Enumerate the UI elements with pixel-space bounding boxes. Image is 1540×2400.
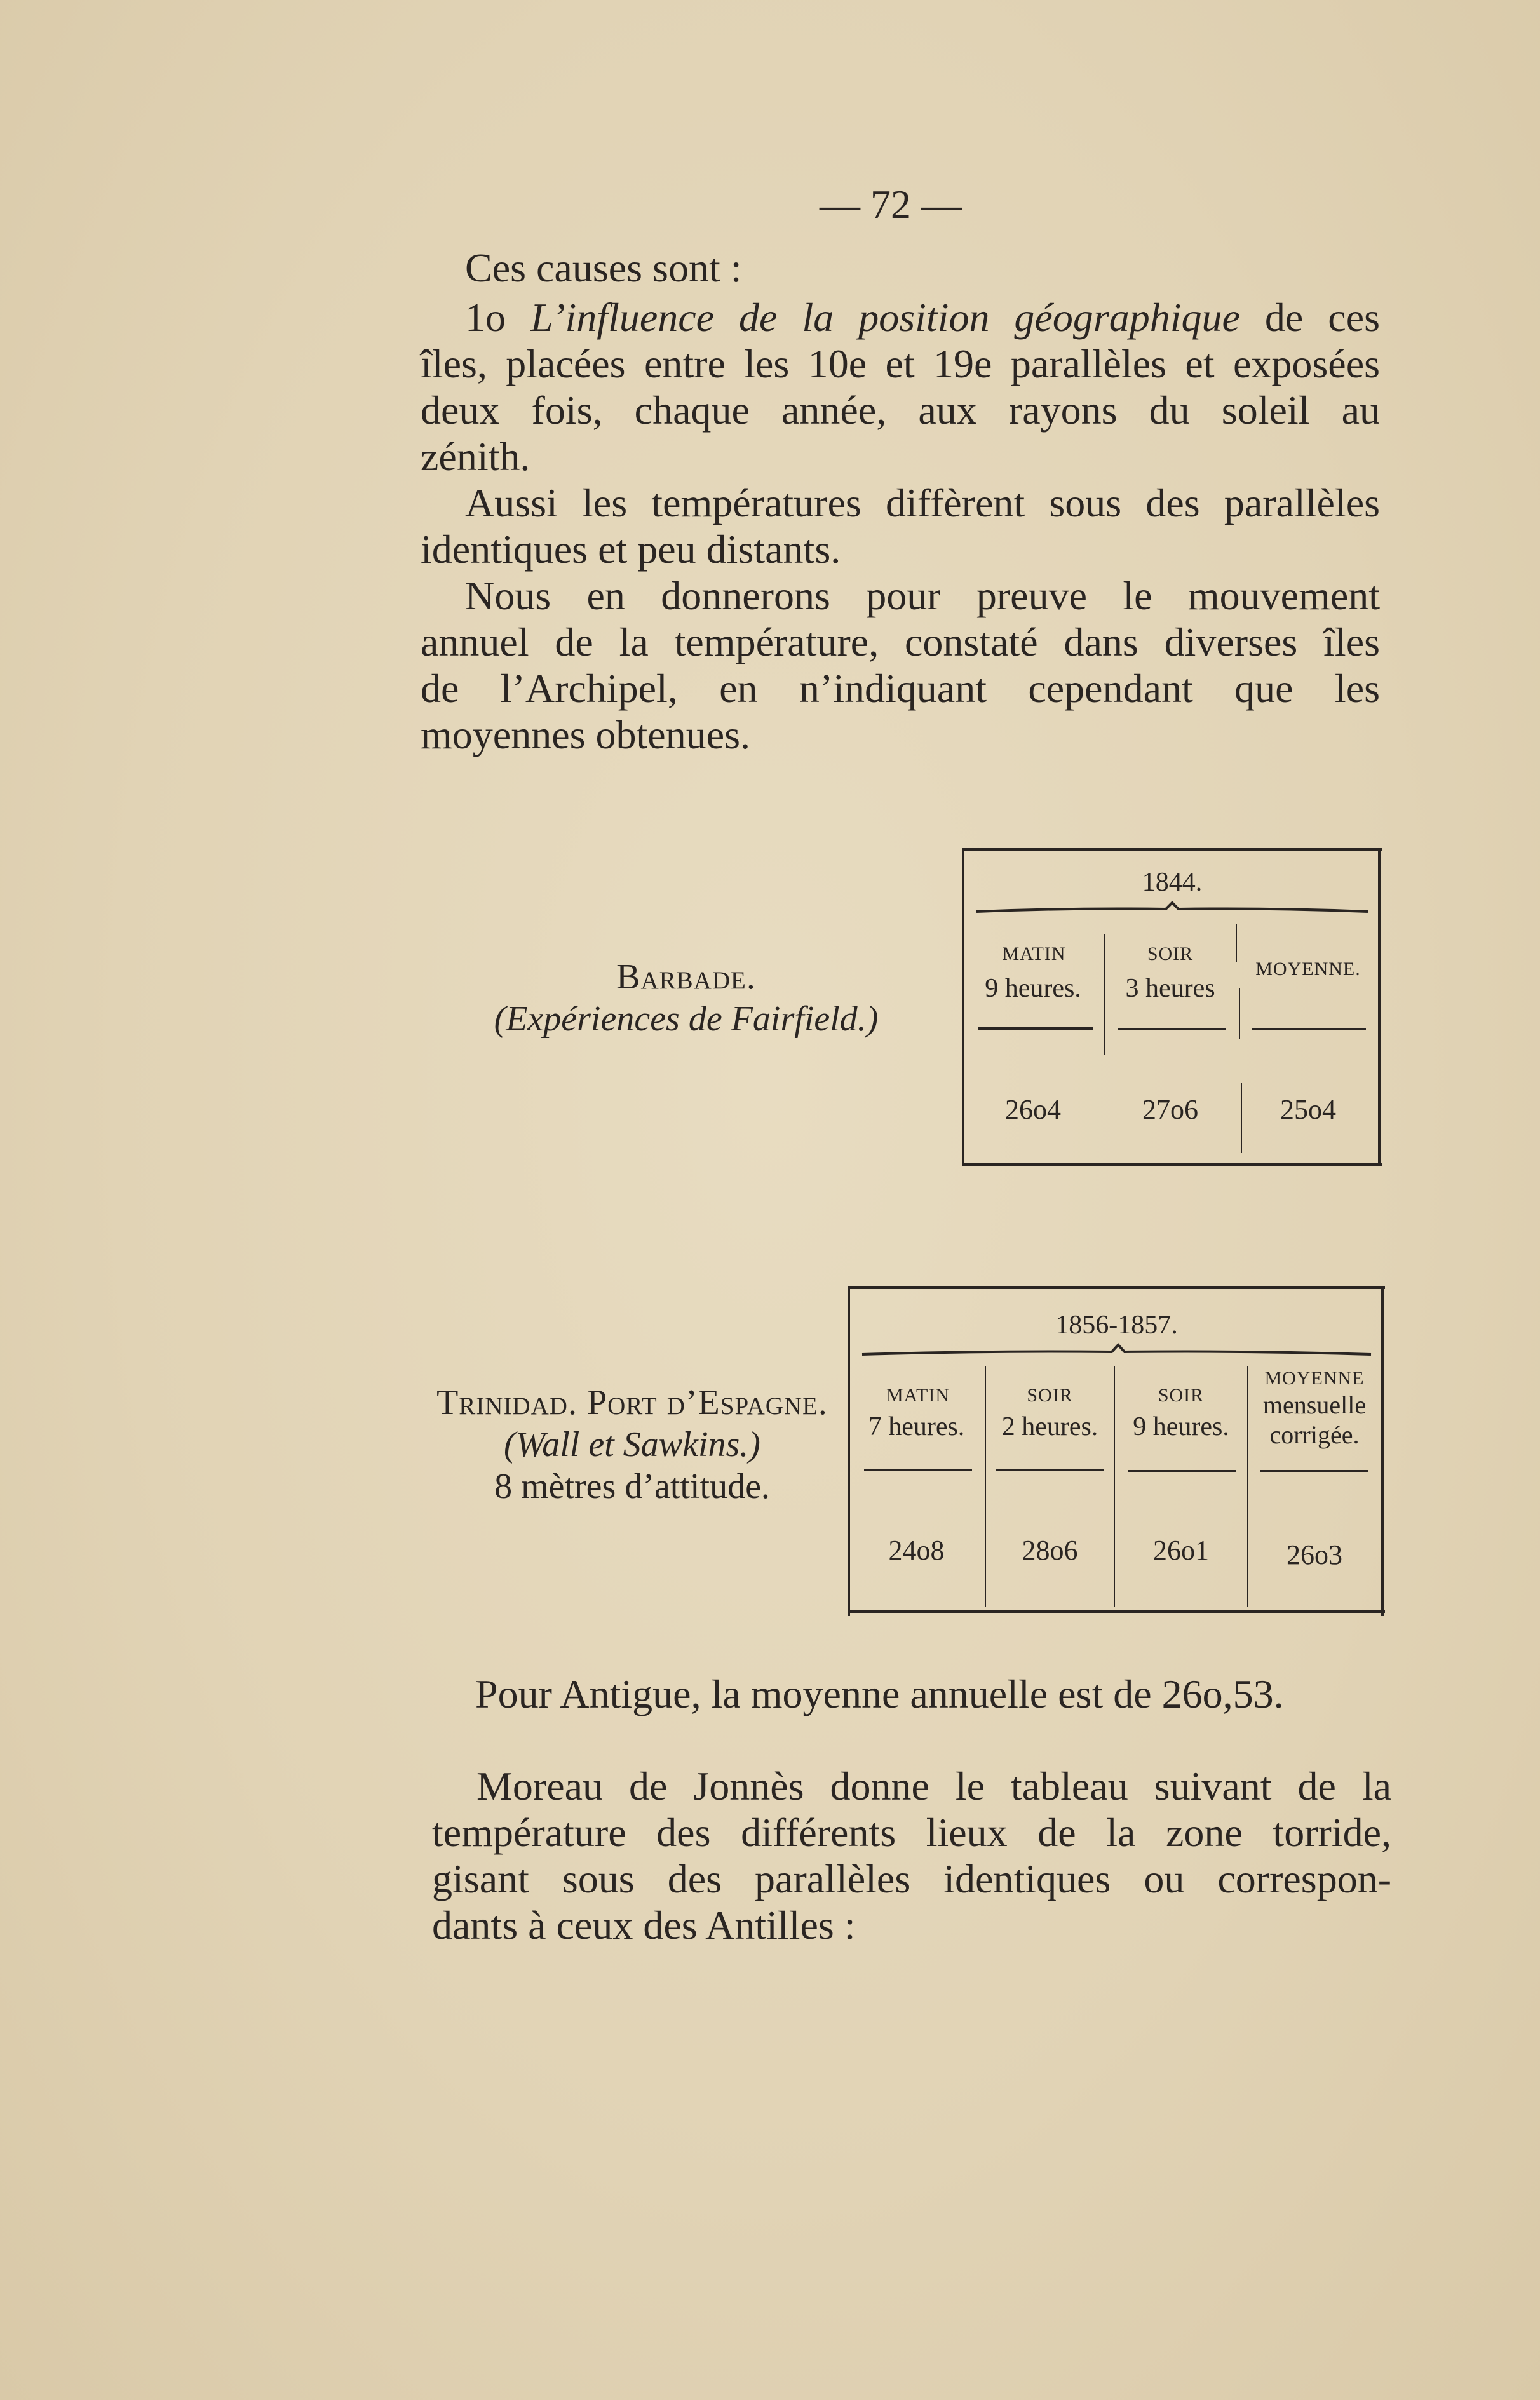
italic-phrase: L’influence de la position géographique	[530, 295, 1240, 340]
text-line: Ces causes sont :	[465, 245, 742, 290]
intro-text	[421, 245, 1380, 758]
text-line: gisant sous des parallèles identiques ou correspon-	[432, 1856, 1391, 1901]
text-line: dants à ceux des Antilles :	[432, 1903, 856, 1948]
text-line: Moreau de Jonnès donne le tableau suivant de la	[476, 1763, 1391, 1809]
text-line: Aussi les températures diffèrent sous des parallèles	[465, 480, 1380, 525]
barbade-label: Barbade. (Expériences de Fairfield.)	[494, 957, 879, 1039]
text-line: de l’Archipel, en n’indiquant cependant que les	[421, 666, 1380, 711]
text-line: deux fois, chaque année, aux rayons du soleil au	[421, 388, 1380, 433]
barbade-value: 26o4	[1005, 1094, 1061, 1125]
trinidad-label: Trinidad. Port d’Espagne. (Wall et Sawkins.) 8 mètres d’attitude.	[436, 1383, 828, 1506]
year-caption: 1844.	[1142, 868, 1203, 897]
brace-line	[975, 899, 1369, 918]
page-number: — 72 —	[820, 182, 962, 227]
text-line: 1o L’influence de la position géographique de ces	[465, 295, 1381, 340]
text-line: moyennes obtenues.	[421, 712, 750, 757]
barbade-value: 27o6	[1142, 1094, 1198, 1125]
moreau-text	[432, 1763, 1391, 1948]
text-line: température des différents lieux de la zone torride,	[432, 1810, 1391, 1855]
brace-line	[861, 1340, 1372, 1359]
text-line: îles, placées entre les 10e et 19e parallèles et exposées	[421, 341, 1380, 386]
barbade-value: 25o4	[1280, 1094, 1336, 1125]
text-line: zénith.	[421, 434, 530, 479]
barbade-table: 1844. MATIN 9 heures. SOIR 3 heures MOYENNE. 26o4 27o6 25o4	[962, 842, 1382, 1172]
trinidad-value: 26o1	[1153, 1535, 1209, 1566]
trinidad-value: 24o8	[888, 1535, 945, 1566]
trinidad-value: 26o3	[1287, 1539, 1342, 1570]
text-line: identiques et peu distants.	[421, 527, 841, 572]
text-line: Nous en donnerons pour preuve le mouvement	[465, 573, 1380, 618]
text-line: annuel de la température, constaté dans diverses îles	[421, 619, 1380, 664]
years-caption: 1856-1857.	[1055, 1311, 1178, 1340]
antigue-text: Pour Antigue, la moyenne annuelle est de 26o,53.	[475, 1671, 1284, 1716]
trinidad-table: 1856-1857. MATIN 7 heures. SOIR 2 heures. SOIR 9 heures. MOYENNE mensuelle corrigée. 24o8 28o6 26o1 26o3	[848, 1277, 1385, 1620]
trinidad-value: 28o6	[1022, 1535, 1078, 1566]
